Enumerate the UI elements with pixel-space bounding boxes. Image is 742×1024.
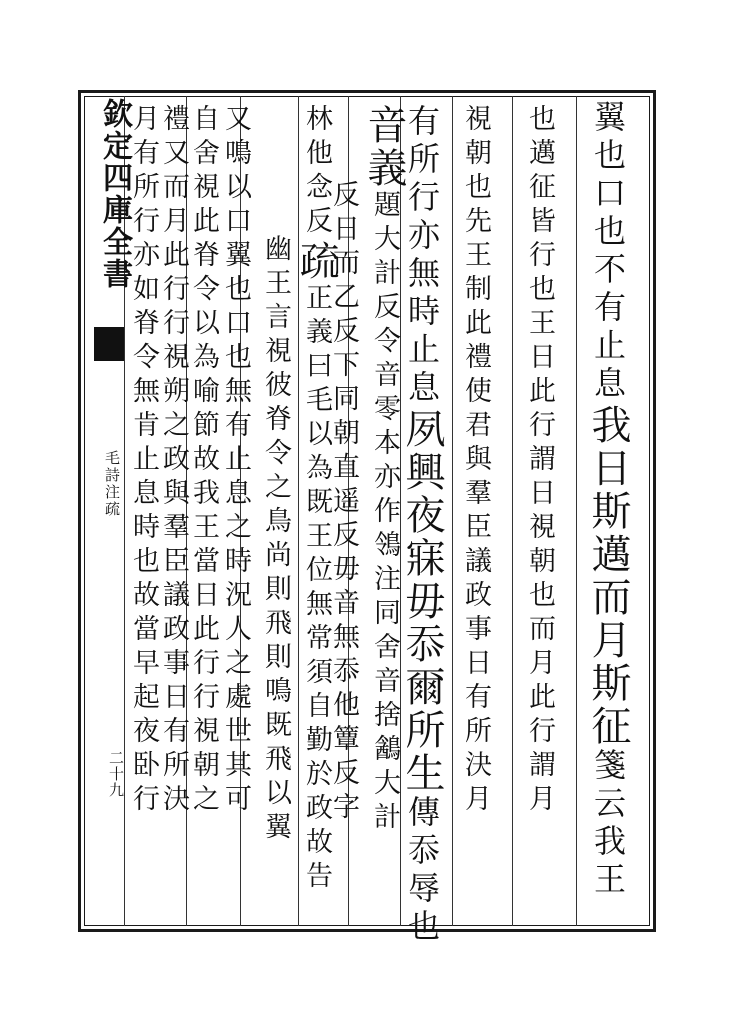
text-column-4: [399, 104, 445, 947]
main-text: 我日斯邁而月斯征: [585, 404, 631, 748]
text-column-8: 幽王言視彼脊令之鳥尚則飛則鳴既飛以翼: [260, 234, 291, 846]
main-text: 夙興夜寐毋忝爾所生: [399, 408, 445, 795]
commentary-text: 傳忝辱也: [403, 795, 441, 947]
text-column-9: 又鳴以口翼也口也無有止息之時況人之處世其可: [220, 104, 251, 818]
commentary-text: 正義曰毛以為既王位無常須自勤於政故告: [301, 283, 332, 895]
section-heading: 音義: [361, 104, 407, 190]
commentary-text: 林他念反: [301, 104, 332, 240]
text-column-3: 視朝也先王制此禮使君與羣臣議政事日有所決月: [460, 104, 491, 818]
commentary-text: 有所行亦無時止息: [403, 104, 441, 408]
text-column-1: [585, 100, 631, 900]
commentary-text: 箋云我王: [589, 748, 627, 900]
column-rule: [452, 96, 453, 926]
text-column-10: 自舍視此脊令以為喻節故我王當日此行行視朝之: [188, 104, 219, 818]
text-column-6: 反日而乙反下同朝直遥反毋音無忝他簟反字: [328, 180, 359, 826]
section-heading: 疏: [293, 240, 339, 283]
text-column-12: 月有所行亦如脊令無肯止息時也故當早起夜卧行: [128, 104, 159, 818]
column-rule: [512, 96, 513, 926]
text-column-5: [361, 104, 407, 836]
book-title: 欽定四庫全書: [97, 98, 132, 290]
fish-tail-mark: [94, 327, 124, 361]
column-rule: [576, 96, 577, 926]
text-column-2: 也邁征皆行也王日此行謂日視朝也而月此行謂月: [524, 104, 555, 818]
text-column-7: [293, 104, 339, 895]
section-note: 毛詩注疏: [103, 450, 121, 518]
page-number: 二十九: [107, 750, 125, 798]
text-column-11: 禮又而月此行行視朔之政與羣臣議政事日有所決: [158, 104, 189, 818]
commentary-text: 翼也口也不有止息: [589, 100, 627, 404]
commentary-text: 題大計反令音零本亦作鴒注同舍音捨䳺大計: [369, 190, 400, 836]
